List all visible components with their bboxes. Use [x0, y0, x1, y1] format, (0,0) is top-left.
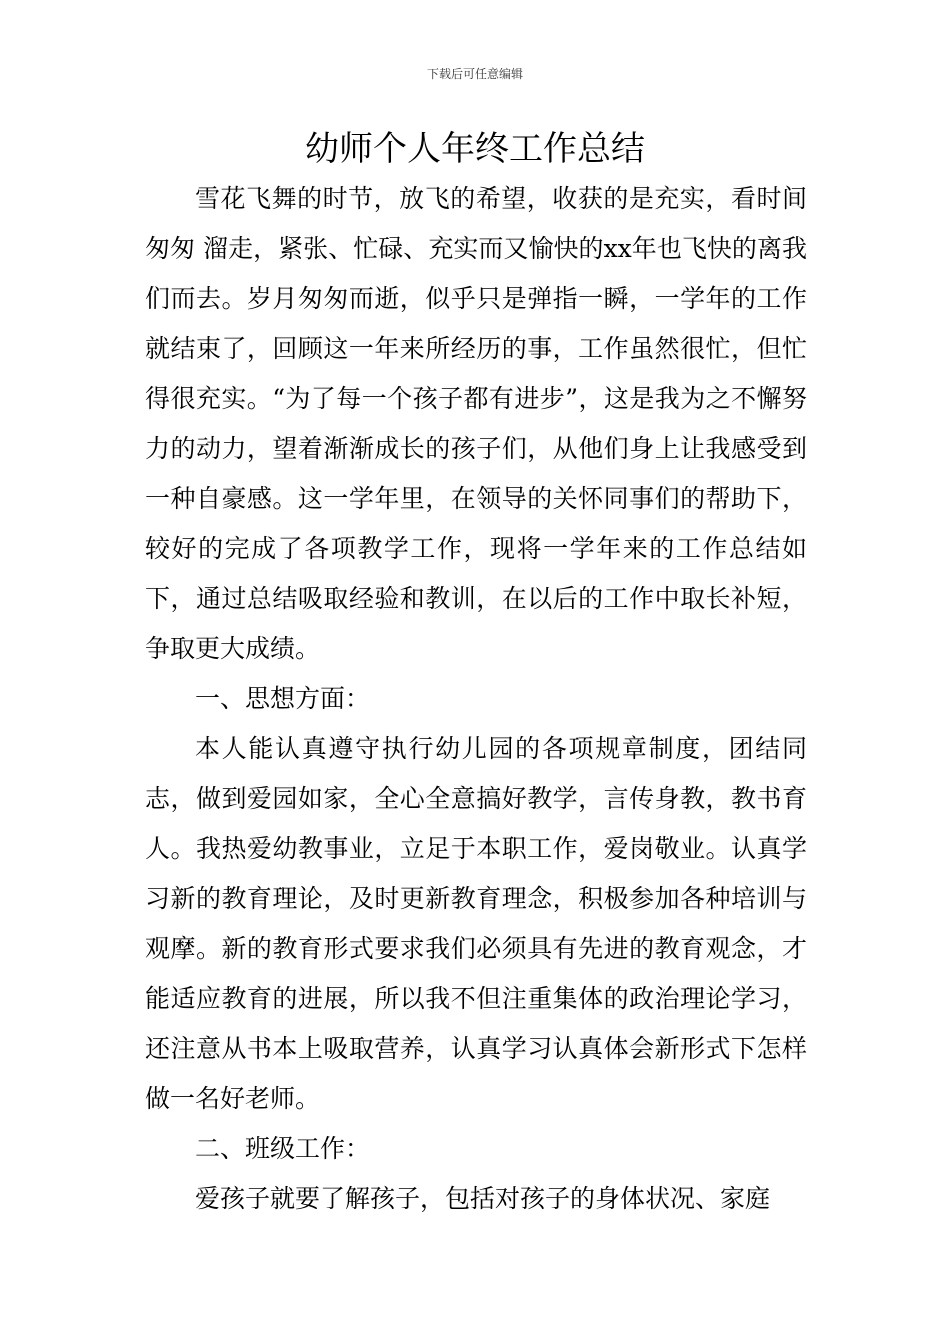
document-body [145, 174, 807, 1224]
thought-paragraph: 本人能认真遵守执行幼儿园的各项规章制度，团结同志，做到爱园如家，全心全意搞好教学，言传身教，教书育人。我热爱幼教事业，立足于本职工作，爱岗敬业。认真学习新的教育理论，及时更新教育理念，积极参加各种培训与观摩。新的教育形式要求我们必须具有先进的教育观念，才能适应教育的进展，所以我不但注重集体的政治理论学习，还注意从书本上吸取营养，认真学习认真体会新形式下怎样做一名好老师。 [145, 734, 807, 1113]
class-work-paragraph: 爱孩子就要了解孩子，包括对孩子的身体状况、家庭 [195, 1184, 771, 1213]
intro-paragraph: 雪花飞舞的时节，放飞的希望，收获的是充实，看时间匆匆 溜走，紧张、忙碌、充实而又愉快的xx年也飞快的离我们而去。岁月匆匆而逝，似乎只是弹指一瞬，一学年的工作就结束了，回顾这一年来所经历的事，工作虽然很忙，但忙得很充实。“为了每一个孩子都有进步”，这是我为之不懈努力的动力，望着渐渐成长的孩子们，从他们身上让我感受到一种自豪感。这一学年里，在领导的关怀同事们的帮助下，较好的完成了各项教学工作，现将一学年来的工作总结如下，通过总结吸取经验和教训，在以后的工作中取长补短，争取更大成绩。 [145, 184, 807, 663]
section-heading-class-work: 二、班级工作： [195, 1134, 371, 1163]
section-heading-thought: 一、思想方面： [195, 684, 371, 713]
document-title: 幼师个人年终工作总结 [305, 129, 645, 169]
header-note: 下载后可任意编辑 [426, 67, 523, 81]
